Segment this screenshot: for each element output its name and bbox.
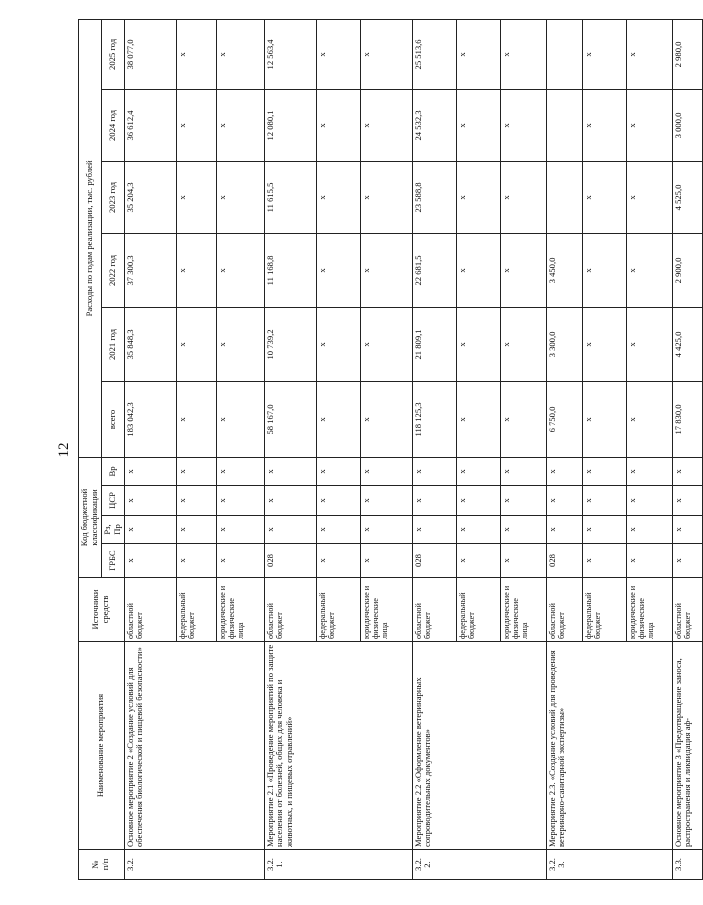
- rzpr-code: x: [626, 516, 672, 544]
- csr-code: x: [412, 486, 456, 516]
- value-2022: x: [360, 233, 412, 307]
- grbs-code: x: [626, 544, 672, 578]
- vr-code: x: [626, 457, 672, 485]
- grbs-code: x: [216, 544, 264, 578]
- value-2025: [546, 19, 582, 89]
- header-name: Наименование мероприятия: [79, 642, 125, 850]
- value-total: x: [176, 381, 216, 457]
- value-2024: 12 080,1: [264, 89, 316, 161]
- vr-code: x: [412, 457, 456, 485]
- csr-code: x: [360, 486, 412, 516]
- csr-code: x: [626, 486, 672, 516]
- measure-name: Основное мероприятие 2 «Создание условий для обеспечения биологической и пищевой безопасности»: [124, 642, 264, 850]
- header-sources: Источники средств: [79, 578, 125, 642]
- value-2024: x: [500, 89, 546, 161]
- grbs-code: x: [456, 544, 500, 578]
- funding-source: областной бюджет: [546, 578, 582, 642]
- value-2023: x: [582, 161, 626, 233]
- value-2024: 24 532,3: [412, 89, 456, 161]
- rzpr-code: x: [456, 516, 500, 544]
- table-row: [672, 19, 702, 879]
- header-kbk: Код бюджетной классификации: [79, 457, 102, 577]
- rzpr-code: x: [412, 516, 456, 544]
- value-total: x: [626, 381, 672, 457]
- value-2021: x: [626, 307, 672, 381]
- value-total: 6 750,0: [546, 381, 582, 457]
- value-2022: x: [316, 233, 360, 307]
- value-total: x: [316, 381, 360, 457]
- value-2023: x: [176, 161, 216, 233]
- header-2023: 2023 год: [101, 161, 124, 233]
- value-2021: x: [500, 307, 546, 381]
- value-total: 183 042,3: [124, 381, 176, 457]
- value-2023: x: [456, 161, 500, 233]
- value-total: 17 830,0: [672, 381, 702, 457]
- grbs-code: x: [176, 544, 216, 578]
- rzpr-code: x: [124, 516, 176, 544]
- value-2022: 3 450,0: [546, 233, 582, 307]
- row-number: 3.2. 1.: [264, 850, 412, 880]
- table-row: [124, 19, 176, 879]
- vr-code: x: [500, 457, 546, 485]
- vr-code: x: [176, 457, 216, 485]
- value-2023: x: [500, 161, 546, 233]
- rzpr-code: x: [582, 516, 626, 544]
- grbs-code: 028: [264, 544, 316, 578]
- value-total: x: [216, 381, 264, 457]
- csr-code: x: [546, 486, 582, 516]
- value-2025: 25 513,6: [412, 19, 456, 89]
- header-2021: 2021 год: [101, 307, 124, 381]
- header-rzpr: Рз, Пр: [101, 516, 124, 544]
- value-2021: x: [456, 307, 500, 381]
- grbs-code: 028: [412, 544, 456, 578]
- value-2022: x: [216, 233, 264, 307]
- value-2025: 38 077,0: [124, 19, 176, 89]
- csr-code: x: [316, 486, 360, 516]
- header-total: всего: [101, 381, 124, 457]
- grbs-code: x: [672, 544, 702, 578]
- value-2022: 22 681,5: [412, 233, 456, 307]
- csr-code: x: [500, 486, 546, 516]
- grbs-code: x: [360, 544, 412, 578]
- funding-source: юридические и физические лица: [216, 578, 264, 642]
- table-row: [412, 19, 456, 879]
- measure-name: Мероприятие 2.2 «Оформление ветеринарных сопроводительных документов»: [412, 642, 546, 850]
- table-row: [264, 19, 316, 879]
- funding-source: областной бюджет: [264, 578, 316, 642]
- value-2025: x: [216, 19, 264, 89]
- value-2024: x: [216, 89, 264, 161]
- row-number: 3.2. 3.: [546, 850, 672, 880]
- value-2022: 37 300,3: [124, 233, 176, 307]
- csr-code: x: [216, 486, 264, 516]
- value-2021: 35 848,3: [124, 307, 176, 381]
- value-2024: x: [582, 89, 626, 161]
- measure-name: Мероприятие 2.3. «Создание условий для проведения ветеринарно-санитарной экспертизы»: [546, 642, 672, 850]
- value-2022: x: [500, 233, 546, 307]
- value-2021: x: [216, 307, 264, 381]
- value-2021: x: [360, 307, 412, 381]
- funding-source: юридические и физические лица: [360, 578, 412, 642]
- rzpr-code: x: [176, 516, 216, 544]
- vr-code: x: [124, 457, 176, 485]
- funding-source: федеральный бюджет: [582, 578, 626, 642]
- measure-name: Основное мероприятие 3 «Предотвращение заноса, распространения и ликвидация аф-: [672, 642, 702, 850]
- value-2021: 10 739,2: [264, 307, 316, 381]
- csr-code: x: [672, 486, 702, 516]
- value-2021: 3 300,0: [546, 307, 582, 381]
- rzpr-code: x: [216, 516, 264, 544]
- grbs-code: x: [124, 544, 176, 578]
- value-2025: x: [176, 19, 216, 89]
- value-2022: 11 168,8: [264, 233, 316, 307]
- vr-code: x: [672, 457, 702, 485]
- vr-code: x: [316, 457, 360, 485]
- value-2024: x: [626, 89, 672, 161]
- value-2025: x: [626, 19, 672, 89]
- header-2025: 2025 год: [101, 19, 124, 89]
- value-2024: 3 000,0: [672, 89, 702, 161]
- header-2024: 2024 год: [101, 89, 124, 161]
- value-total: 118 125,3: [412, 381, 456, 457]
- funding-source: федеральный бюджет: [316, 578, 360, 642]
- value-2022: x: [176, 233, 216, 307]
- value-2024: 36 612,4: [124, 89, 176, 161]
- value-2022: x: [582, 233, 626, 307]
- value-2021: 21 809,1: [412, 307, 456, 381]
- value-2023: 35 204,3: [124, 161, 176, 233]
- header-num: № п/п: [79, 850, 125, 880]
- grbs-code: x: [500, 544, 546, 578]
- funding-source: юридические и физические лица: [500, 578, 546, 642]
- csr-code: x: [124, 486, 176, 516]
- value-2021: x: [176, 307, 216, 381]
- vr-code: x: [216, 457, 264, 485]
- rzpr-code: x: [546, 516, 582, 544]
- value-total: x: [500, 381, 546, 457]
- value-2025: x: [360, 19, 412, 89]
- funding-source: федеральный бюджет: [456, 578, 500, 642]
- value-2024: x: [176, 89, 216, 161]
- csr-code: x: [264, 486, 316, 516]
- table-row: [546, 19, 582, 879]
- csr-code: x: [456, 486, 500, 516]
- value-2021: x: [316, 307, 360, 381]
- vr-code: x: [546, 457, 582, 485]
- value-2024: x: [360, 89, 412, 161]
- funding-source: юридические и физические лица: [626, 578, 672, 642]
- value-2024: x: [456, 89, 500, 161]
- value-total: 58 167,0: [264, 381, 316, 457]
- csr-code: x: [582, 486, 626, 516]
- value-2021: x: [582, 307, 626, 381]
- row-number: 3.2. 2.: [412, 850, 546, 880]
- value-2022: 2 900,0: [672, 233, 702, 307]
- funding-source: областной бюджет: [412, 578, 456, 642]
- header-2022: 2022 год: [101, 233, 124, 307]
- grbs-code: x: [316, 544, 360, 578]
- value-2025: x: [456, 19, 500, 89]
- budget-table: [78, 19, 703, 880]
- header-csr: ЦСР: [101, 486, 124, 516]
- value-2025: x: [582, 19, 626, 89]
- value-2023: 11 615,5: [264, 161, 316, 233]
- rzpr-code: x: [500, 516, 546, 544]
- header-grbs: ГРБС: [101, 544, 124, 578]
- value-2025: x: [316, 19, 360, 89]
- header-vr: Вр: [101, 457, 124, 485]
- rzpr-code: x: [316, 516, 360, 544]
- value-2024: x: [316, 89, 360, 161]
- row-number: 3.3.: [672, 850, 702, 880]
- rzpr-code: x: [264, 516, 316, 544]
- vr-code: x: [456, 457, 500, 485]
- value-total: x: [582, 381, 626, 457]
- table-body: [124, 19, 702, 879]
- value-2023: x: [216, 161, 264, 233]
- value-total: x: [360, 381, 412, 457]
- value-2022: x: [456, 233, 500, 307]
- rotated-page: [48, 20, 693, 880]
- value-2021: 4 425,0: [672, 307, 702, 381]
- value-2023: x: [360, 161, 412, 233]
- value-2023: [546, 161, 582, 233]
- funding-source: областной бюджет: [124, 578, 176, 642]
- value-2023: x: [316, 161, 360, 233]
- value-2023: x: [626, 161, 672, 233]
- page-number: 12: [56, 442, 72, 458]
- value-2025: 2 980,0: [672, 19, 702, 89]
- value-total: x: [456, 381, 500, 457]
- rzpr-code: x: [672, 516, 702, 544]
- funding-source: федеральный бюджет: [176, 578, 216, 642]
- funding-source: областной бюджет: [672, 578, 702, 642]
- value-2024: [546, 89, 582, 161]
- value-2023: 4 525,0: [672, 161, 702, 233]
- vr-code: x: [360, 457, 412, 485]
- value-2022: x: [626, 233, 672, 307]
- grbs-code: 028: [546, 544, 582, 578]
- grbs-code: x: [582, 544, 626, 578]
- value-2025: x: [500, 19, 546, 89]
- measure-name: Мероприятие 2.1 «Проведение мероприятий по защите населения от болезней, общих для человека и животных, и пищевых отравлений»: [264, 642, 412, 850]
- vr-code: x: [264, 457, 316, 485]
- rzpr-code: x: [360, 516, 412, 544]
- value-2025: 12 563,4: [264, 19, 316, 89]
- header-expenses: Расходы по годам реализации, тыс. рублей: [79, 19, 102, 457]
- value-2023: 23 588,8: [412, 161, 456, 233]
- row-number: 3.2.: [124, 850, 264, 880]
- csr-code: x: [176, 486, 216, 516]
- vr-code: x: [582, 457, 626, 485]
